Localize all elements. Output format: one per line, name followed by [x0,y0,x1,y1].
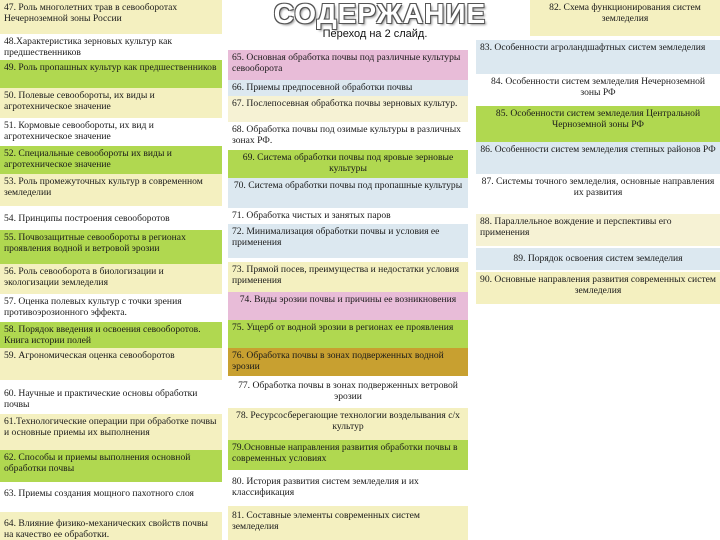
list-item-80[interactable]: 80. История развития систем земледелия и их классификация [228,470,468,506]
list-item-52[interactable]: 52. Специальные севообороты их виды и агротехническое значение [0,146,222,174]
list-item-79[interactable]: 79.Основные направления развития обработки почвы в современных условиях [228,440,468,470]
list-item-47[interactable]: 47. Роль многолетних трав в севооборотах Нечерноземной зоны России [0,0,222,34]
list-item-77[interactable]: 77. Обработка почвы в зонах подверженных ветровой эрозии [228,378,468,408]
list-item-69[interactable]: 69. Система обработки почвы под яровые зерновые культуры [228,150,468,178]
list-item-60[interactable]: 60. Научные и практические основы обработки почвы [0,380,222,414]
list-item-89[interactable]: 89. Порядок освоения систем земледелия [476,248,720,270]
list-item-64[interactable]: 64. Влияние физико-механических свойств почвы на качество ее обработки. [0,512,222,540]
back-to-slide-2-link[interactable]: Переход на 2 слайд. [322,28,428,40]
list-item-72[interactable]: 72. Минимализация обработки почвы и условия ее применения [228,224,468,258]
list-item-50[interactable]: 50. Полевые севообороты, их виды и агротехническое значение [0,88,222,118]
list-item-74[interactable]: 74. Виды эрозии почвы и причины ее возникновения [228,292,468,320]
list-item-55[interactable]: 55. Почвозащитные севообороты в регионах проявления водной и ветровой эрозии [0,230,222,264]
list-item-65[interactable]: 65. Основная обработка почвы под различные культуры севооборота [228,50,468,80]
list-item-51[interactable]: 51. Кормовые севообороты, их вид и агротехническое значение [0,118,222,146]
list-item-66[interactable]: 66. Приемы предпосевной обработки почвы [228,80,468,96]
list-item-75[interactable]: 75. Ущерб от водной эрозии в регионах ее проявления [228,320,468,348]
list-item-54[interactable]: 54. Принципы построения севооборотов [0,206,222,230]
list-item-86[interactable]: 86. Особенности систем земледелия степных районов РФ [476,142,720,174]
list-item-76[interactable]: 76. Обработка почвы в зонах подверженных водной эрозии [228,348,468,376]
list-item-87[interactable]: 87. Системы точного земледелия, основные направления их развития [476,174,720,212]
page-title: СОДЕРЖАНИЕ [273,0,487,29]
list-item-68[interactable]: 68. Обработка почвы под озимые культуры в различных зонах РФ. [228,122,468,150]
list-item-71[interactable]: 71. Обработка чистых и занятых паров [228,208,468,224]
list-item-78[interactable]: 78. Ресурсосберегающие технологии возделывания с/х культур [228,408,468,440]
list-item-82[interactable]: 82. Схема функционирования систем земледелия [530,0,720,36]
list-item-88[interactable]: 88. Параллельное вождение и перспективы его применения [476,214,720,246]
list-item-63[interactable]: 63. Приемы создания мощного пахотного слоя [0,482,222,512]
list-item-81[interactable]: 81. Составные элементы современных систем земледелия [228,506,468,540]
list-item-73[interactable]: 73. Прямой посев, преимущества и недостатки условия применения [228,262,468,292]
list-item-48[interactable]: 48.Характеристика зерновых культур как предшественников [0,34,222,60]
list-item-83[interactable]: 83. Особенности агроландшафтных систем земледелия [476,40,720,74]
list-item-62[interactable]: 62. Способы и приемы выполнения основной обработки почвы [0,450,222,482]
list-item-67[interactable]: 67. Послепосевная обработка почвы зерновых культур. [228,96,468,122]
list-item-85[interactable]: 85. Особенности систем земледелия Центральной Черноземной зоны РФ [476,106,720,142]
list-item-90[interactable]: 90. Основные направления развития современных систем земледелия [476,272,720,304]
list-item-49[interactable]: 49. Роль пропашных культур как предшественников [0,60,222,88]
list-item-56[interactable]: 56. Роль севооборота в биологизации и экологизации земледелия [0,264,222,294]
list-item-59[interactable]: 59. Агрономическая оценка севооборотов [0,348,222,380]
list-item-53[interactable]: 53. Роль промежуточных культур в современном земледелии [0,174,222,206]
list-item-57[interactable]: 57. Оценка полевых культур с точки зрения противоэрозионного эффекта. [0,294,222,322]
list-item-58[interactable]: 58. Порядок введения и освоения севооборотов. Книга истории полей [0,322,222,348]
list-item-61[interactable]: 61.Технологические операции при обработке почвы и основные приемы их выполнения [0,414,222,450]
list-item-70[interactable]: 70. Система обработки почвы под пропашные культуры [228,178,468,208]
list-item-84[interactable]: 84. Особенности систем земледелия Нечерноземной зоны РФ [476,74,720,106]
